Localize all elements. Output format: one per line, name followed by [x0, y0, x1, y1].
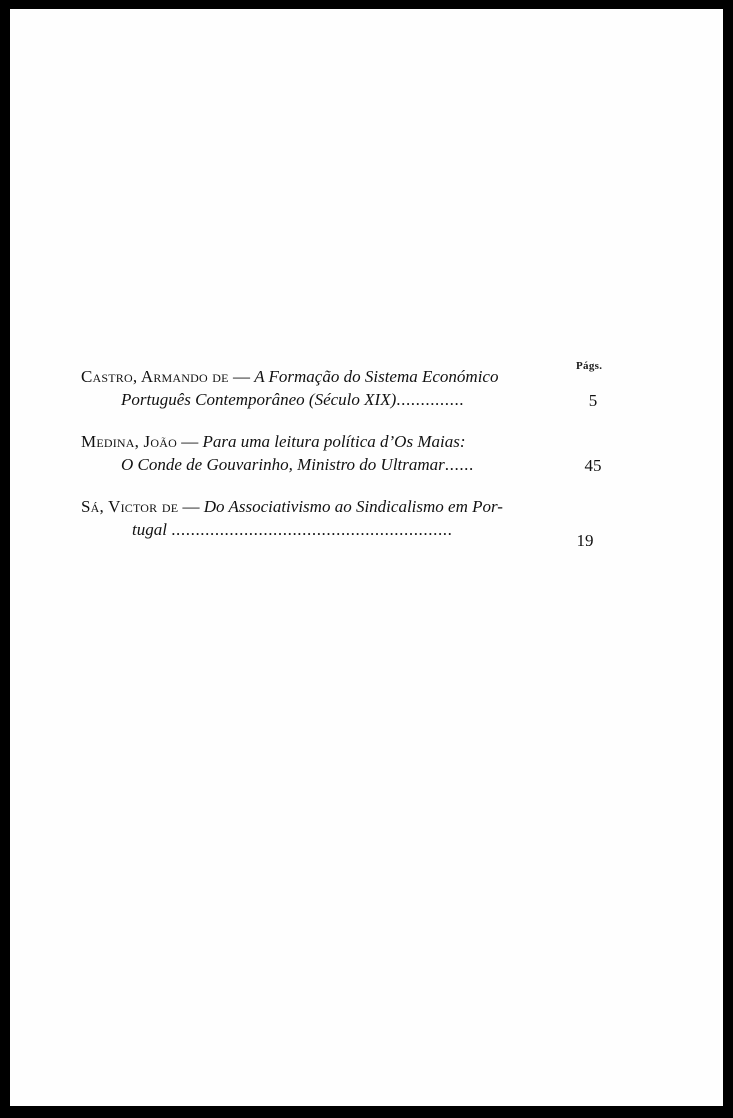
entry-page-number: 19 — [576, 531, 594, 550]
entry-title-line1: A Formação do Sistema Económico — [254, 367, 499, 386]
entry-author: Medina, João — [81, 432, 177, 451]
pages-column-header: Págs. — [576, 360, 603, 372]
entry-leader-dots: .......................................................... — [171, 520, 453, 539]
document-page — [10, 9, 723, 1106]
entry-first-line — [81, 367, 498, 387]
entry-page-number: 45 — [584, 456, 602, 475]
entry-first-line — [81, 432, 465, 452]
entry-dash: — — [232, 367, 250, 386]
entry-author: Castro, Armando de — [81, 367, 229, 386]
entry-title-line1: Para uma leitura política d’Os Maias: — [202, 432, 466, 451]
entry-second-line — [121, 455, 474, 475]
entry-dash: — — [181, 432, 199, 451]
entry-leader-dots: ...... — [444, 455, 474, 474]
entry-second-line — [121, 390, 464, 410]
entry-title-line1: Do Associativismo ao Sindicalismo em Por- — [203, 497, 503, 516]
entry-first-line — [81, 497, 503, 517]
entry-page-number: 5 — [588, 391, 598, 410]
entry-leader-dots: .............. — [396, 390, 465, 409]
entry-second-line — [132, 520, 453, 540]
entry-title-line2: O Conde de Gouvarinho, Ministro do Ultramar — [121, 455, 445, 474]
entry-title-line2: tugal — [132, 520, 167, 539]
entry-dash: — — [182, 497, 200, 516]
entry-title-line2: Português Contemporâneo (Século XIX) — [121, 390, 397, 409]
entry-author: Sá, Victor de — [81, 497, 179, 516]
